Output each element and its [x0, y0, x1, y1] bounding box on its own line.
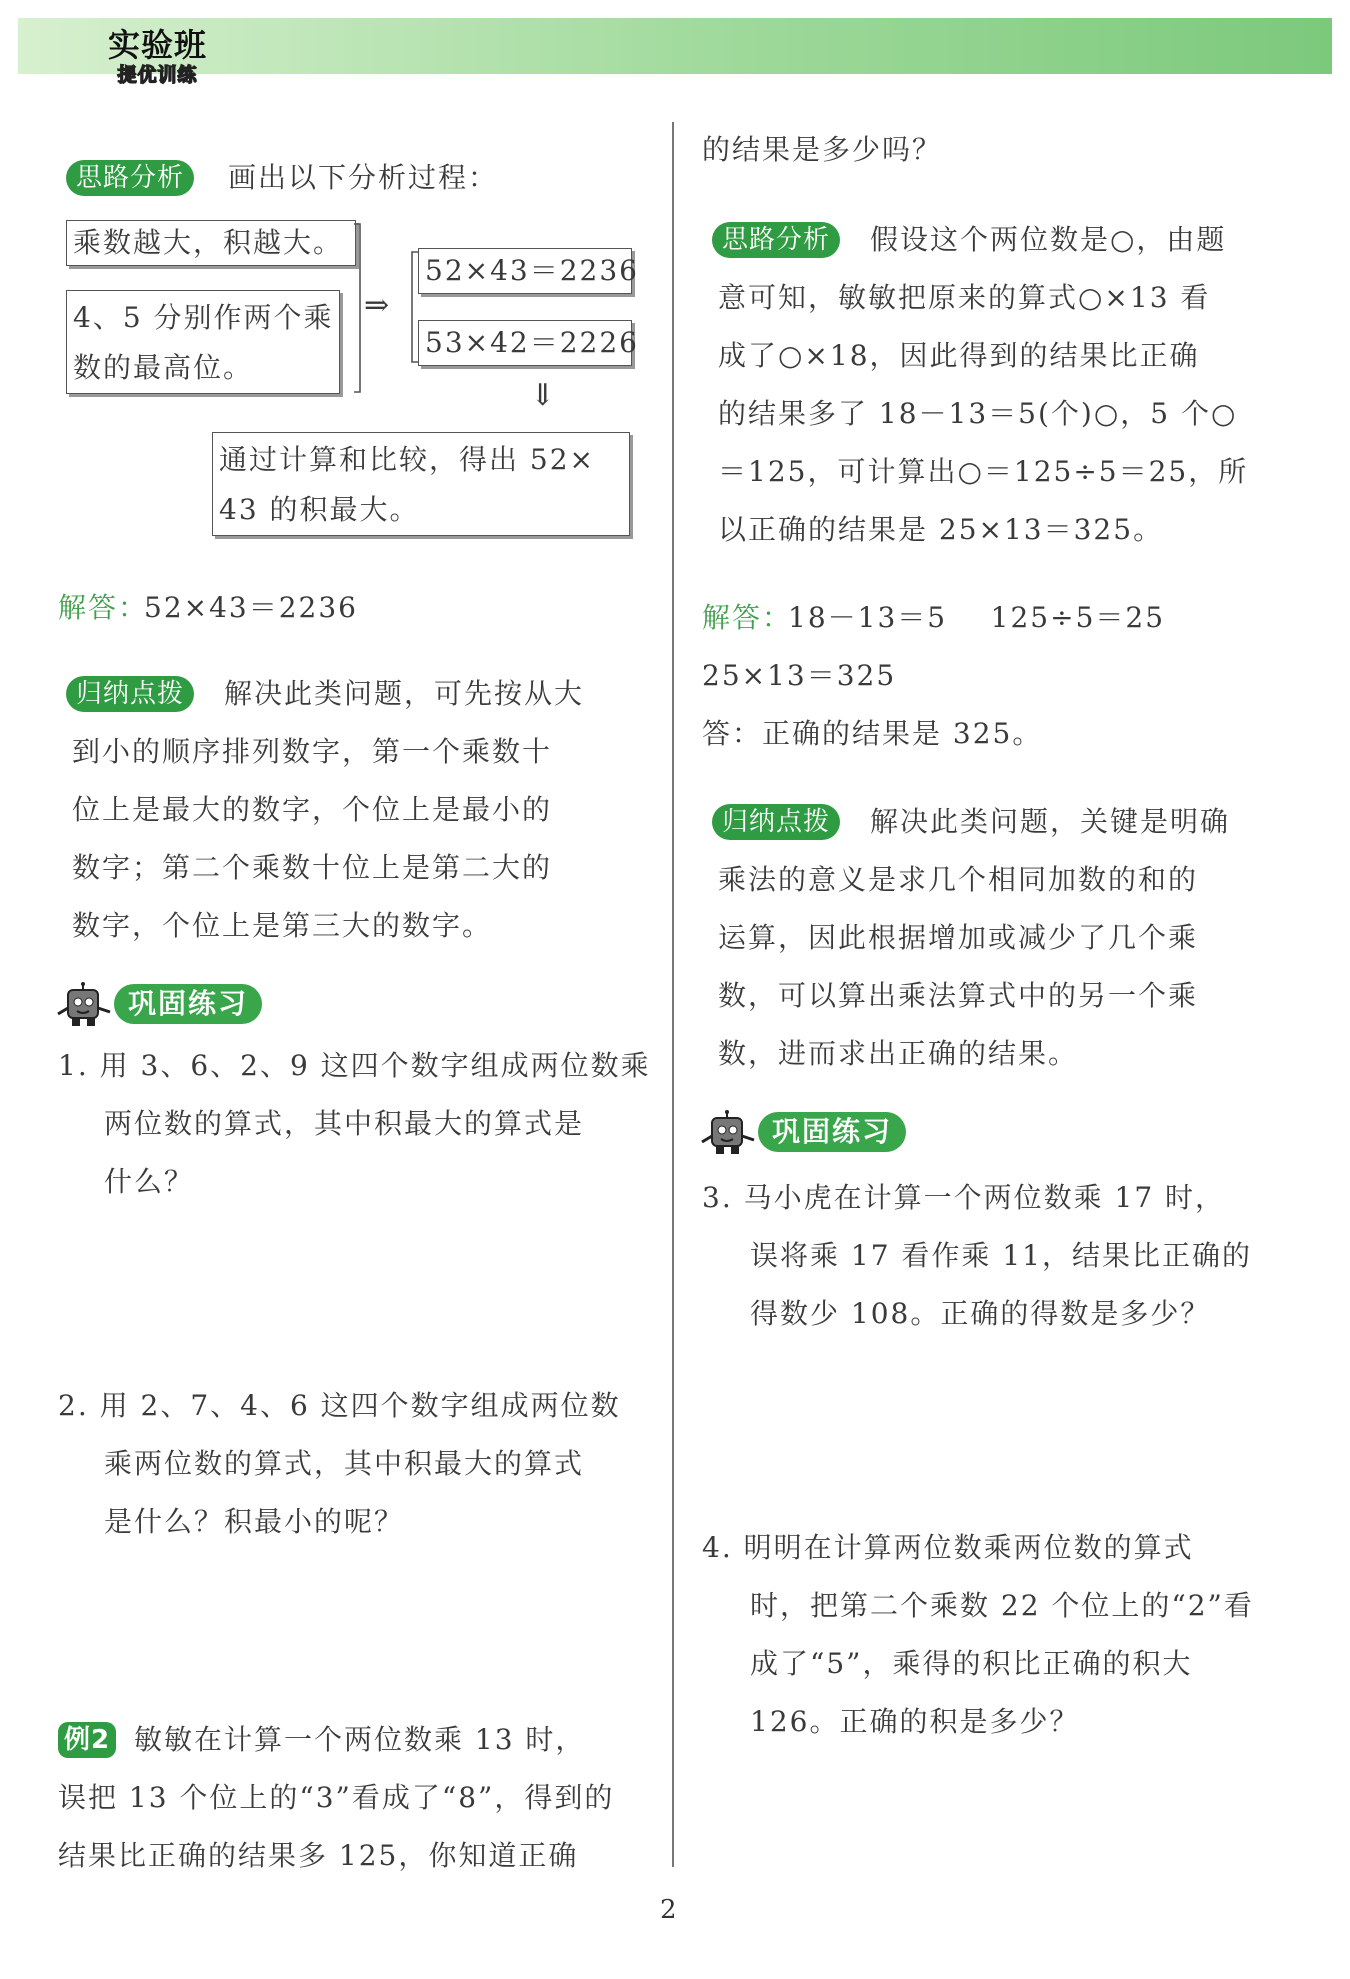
robot-mascot-icon: [700, 1110, 756, 1156]
summary-line: 运算，因此根据增加或减少了几个乘: [718, 921, 1199, 954]
brand-logo: [108, 26, 207, 86]
summary-line: 解决此类问题，关键是明确: [870, 805, 1231, 838]
diagram-box-line: 4、5 分别作两个乘: [73, 301, 334, 334]
summary-line: 解决此类问题，可先按从大: [224, 677, 585, 710]
practice-title: 巩固练习: [758, 1112, 906, 1152]
question-1-line: 两位数的算式，其中积最大的算式是: [104, 1107, 585, 1140]
analysis-line: 成了○×18，因此得到的结果比正确: [718, 339, 1200, 372]
question-1-line: 1. 用 3、6、2、9 这四个数字组成两位数乘: [58, 1049, 651, 1082]
example-line: 敏敏在计算一个两位数乘 13 时，: [134, 1723, 586, 1756]
analysis-line: ＝125，可计算出○＝125÷5＝25，所: [718, 455, 1249, 488]
summary-line: 数，进而求出正确的结果。: [718, 1037, 1079, 1070]
summary-line: 数字，个位上是第三大的数字。: [72, 909, 493, 942]
analysis-line: 的结果多了 18－13＝5(个)○，5 个○: [718, 397, 1238, 430]
diagram-box-multiplier: 乘数越大，积越大。: [66, 220, 356, 266]
question-2-line: 2. 用 2、7、4、6 这四个数字组成两位数: [58, 1389, 621, 1422]
analysis-intro: 画出以下分析过程：: [228, 161, 499, 194]
analysis-line: 意可知，敏敏把原来的算式○×13 看: [718, 281, 1211, 314]
summary-line: 乘法的意义是求几个相同加数的和的: [718, 863, 1199, 896]
diagram-conclusion: [212, 432, 630, 536]
diagram-equation-1: 52×43＝2236: [418, 248, 632, 294]
summary-line: 到小的顺序排列数字，第一个乘数十: [72, 735, 553, 768]
arrow-down-icon: ⇓: [530, 378, 558, 413]
brand-title: 实验班: [108, 26, 208, 64]
diagram-box-highest-digit: [66, 290, 340, 394]
answer-label: 解答：: [702, 601, 793, 634]
question-4-line: 成了“5”，乘得的积比正确的积大: [750, 1647, 1193, 1680]
page-number: 2: [660, 1895, 677, 1925]
diagram-conclusion-line: 通过计算和比较，得出 52×: [219, 443, 595, 476]
diagram-box-line: 数的最高位。: [73, 351, 254, 384]
analysis-tag: 思路分析: [66, 160, 194, 196]
summary-line: 位上是最大的数字，个位上是最小的: [72, 793, 553, 826]
question-4-line: 时，把第二个乘数 22 个位上的“2”看: [750, 1589, 1254, 1622]
summary-tag: 归纳点拨: [66, 676, 194, 712]
example-tag: 例2: [58, 1722, 116, 1758]
answer-line: 25×13＝325: [702, 659, 897, 692]
question-2-line: 乘两位数的算式，其中积最大的算式: [104, 1447, 585, 1480]
example-line: 误把 13 个位上的“3”看成了“8”，得到的: [58, 1781, 615, 1814]
example-line: 结果比正确的结果多 125，你知道正确: [58, 1839, 579, 1872]
column-divider: [672, 122, 674, 1867]
analysis-line: 以正确的结果是 25×13＝325。: [718, 513, 1164, 546]
question-3-line: 得数少 108。正确的得数是多少？: [750, 1297, 1211, 1330]
question-3-line: 3. 马小虎在计算一个两位数乘 17 时，: [702, 1181, 1226, 1214]
robot-mascot-icon: [56, 982, 112, 1028]
diagram-equation-2: 53×42＝2226: [418, 320, 632, 366]
summary-tag: 归纳点拨: [712, 804, 840, 840]
answer-label: 解答：: [58, 591, 149, 624]
example-continuation: 的结果是多少吗？: [702, 133, 943, 166]
practice-title: 巩固练习: [114, 984, 262, 1024]
question-4-line: 4. 明明在计算两位数乘两位数的算式: [702, 1531, 1194, 1564]
arrow-right-icon: ⇒: [364, 288, 392, 323]
summary-line: 数，可以算出乘法算式中的另一个乘: [718, 979, 1199, 1012]
question-3-line: 误将乘 17 看作乘 11，结果比正确的: [750, 1239, 1252, 1272]
question-1-line: 什么？: [104, 1165, 195, 1198]
question-4-line: 126。正确的积是多少？: [750, 1705, 1080, 1738]
summary-line: 数字；第二个乘数十位上是第二大的: [72, 851, 553, 884]
analysis-tag: 思路分析: [712, 222, 840, 258]
question-2-line: 是什么？积最小的呢？: [104, 1505, 405, 1538]
answer-line: 答：正确的结果是 325。: [702, 717, 1043, 750]
diagram-conclusion-line: 43 的积最大。: [219, 493, 420, 526]
brand-subtitle: 提优训练: [117, 64, 198, 86]
answer-text: 52×43＝2236: [144, 591, 358, 624]
answer-line: 18－13＝5 125÷5＝25: [788, 601, 1166, 634]
analysis-line: 假设这个两位数是○，由题: [870, 223, 1227, 256]
header-band: [18, 18, 1332, 74]
